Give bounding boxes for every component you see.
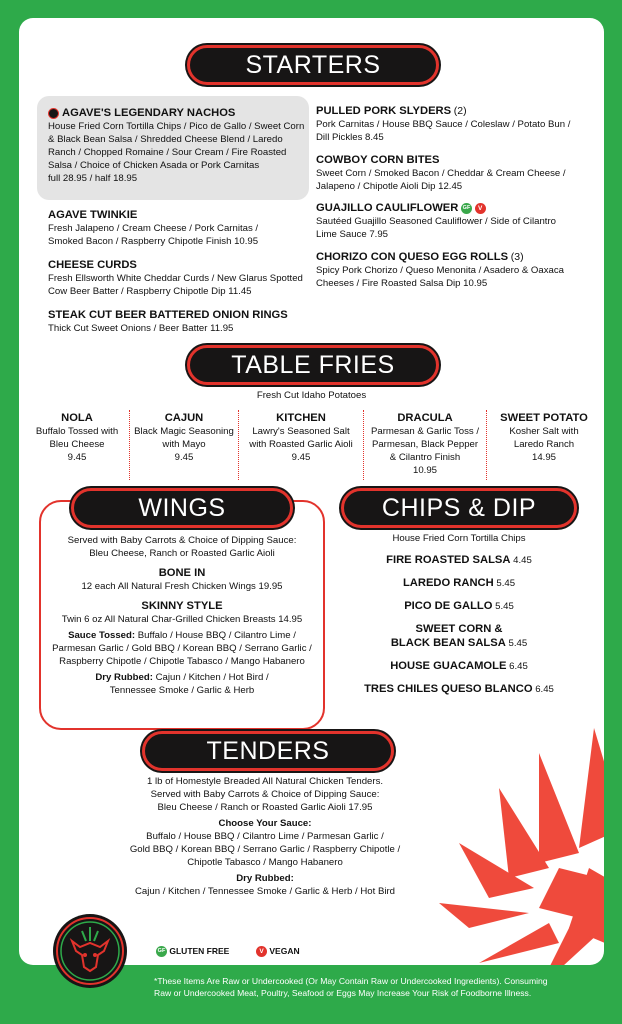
fries-line: with Roasted Garlic Aioli <box>249 439 353 450</box>
tenders-banner <box>142 731 394 771</box>
fries-price: 9.45 <box>67 452 87 463</box>
twinkie-name: AGAVE TWINKIE <box>48 209 138 221</box>
fries-item-sweet-potato <box>488 411 600 464</box>
egg-rolls-count: (3) <box>510 251 524 263</box>
vegan-badge: V <box>475 203 486 214</box>
fries-line: Kosher Salt with <box>509 426 579 437</box>
wings-sauce-line: Buffalo / House BBQ / Cilantro Lime / <box>135 630 296 641</box>
wings-sauce-line: Parmesan Garlic / Gold BBQ / Korean BBQ / Serrano Garlic / <box>52 643 312 654</box>
menu-panel <box>19 18 604 965</box>
fries-name: NOLA <box>61 412 93 424</box>
starters-title: STARTERS <box>245 51 381 79</box>
table-fries-title: TABLE FRIES <box>231 351 395 379</box>
nachos-line: Ranch / Chopped Romaine / Sour Cream / Fire Roasted <box>48 147 287 158</box>
tenders-sauce-line: Chipotle Tabasco / Mango Habanero <box>187 857 343 868</box>
wings-intro: Bleu Cheese, Ranch or Roasted Garlic Aioli <box>89 548 275 559</box>
curds-item <box>48 258 318 298</box>
curds-line: Fresh Ellsworth White Cheddar Curds / New Glarus Spotted <box>48 273 303 284</box>
egg-rolls-item <box>316 250 586 290</box>
footer-disclaimer <box>154 975 584 999</box>
footer-line: *These Items Are Raw or Undercooked (Or May Contain Raw or Undercooked Ingredients). Consuming <box>154 976 548 986</box>
fries-divider <box>129 410 130 480</box>
chips-item: HOUSE GUACAMOLE 6.45 <box>390 660 528 672</box>
agave-logo-icon <box>48 108 59 119</box>
slyders-count: (2) <box>453 105 467 117</box>
tenders-title: TENDERS <box>206 737 330 765</box>
chips-item: TRES CHILES QUESO BLANCO 6.45 <box>364 683 554 695</box>
slyders-line: Dill Pickles 8.45 <box>316 132 384 143</box>
chips-item: SWEET CORN & <box>415 623 503 635</box>
wings-intro: Served with Baby Carrots & Choice of Dipping Sauce: <box>67 535 297 546</box>
fries-price: 9.45 <box>174 452 194 463</box>
fries-line: with Mayo <box>162 439 206 450</box>
cauliflower-line: Lime Sauce 7.95 <box>316 229 388 240</box>
vegan-label: VEGAN <box>269 946 300 956</box>
tenders-sauce-line: Gold BBQ / Korean BBQ / Serrano Garlic / Raspberry Chipotle / <box>129 844 401 855</box>
wings-dry-label: Dry Rubbed: <box>95 672 153 683</box>
slyders-item <box>316 104 586 144</box>
gluten-free-badge: GF <box>461 203 472 214</box>
fries-divider <box>486 410 487 480</box>
slyders-name: PULLED PORK SLYDERS <box>316 105 452 117</box>
slyders-line: Pork Carnitas / House BBQ Sauce / Coleslaw / Potato Bun / <box>316 119 571 130</box>
wings-dry-line: Tennessee Smoke / Garlic & Herb <box>109 685 255 696</box>
fries-name: KITCHEN <box>276 412 326 424</box>
fries-line: Parmesan & Garlic Toss / <box>370 426 480 437</box>
cauliflower-line: Sautéed Guajillo Seasoned Cauliflower / Side of Cilantro <box>316 216 556 227</box>
chips-item: PICO DE GALLO 5.45 <box>404 600 514 612</box>
corn-bites-name: COWBOY CORN BITES <box>316 154 440 166</box>
tenders-details <box>79 775 451 898</box>
gluten-free-badge: GF <box>156 946 167 957</box>
egg-rolls-name: CHORIZO CON QUESO EGG ROLLS <box>316 251 509 263</box>
fries-line: Buffalo Tossed with <box>35 426 119 437</box>
chips-item: LAREDO RANCH 5.45 <box>402 577 516 589</box>
fries-item-kitchen <box>240 411 362 464</box>
fries-divider <box>238 410 239 480</box>
legend-gluten-free <box>156 946 229 957</box>
curds-line: Cow Beer Batter / Raspberry Chipotle Dip 11.45 <box>48 286 252 297</box>
bone-in-name: BONE IN <box>158 567 206 579</box>
fries-item-dracula <box>365 411 485 477</box>
fries-line: Lawry's Seasoned Salt <box>252 426 350 437</box>
curds-name: CHEESE CURDS <box>48 259 137 271</box>
fries-line: & Cilantro Finish <box>389 452 461 463</box>
twinkie-line: Fresh Jalapeno / Cream Cheese / Pork Carnitas / <box>48 223 259 234</box>
fries-name: CAJUN <box>164 412 204 424</box>
bull-skull-emblem-icon <box>52 913 128 989</box>
wings-banner <box>71 488 293 528</box>
wings-sauce-line: Raspberry Chipotle / Chipotle Tabasco / Mango Habanero <box>59 656 305 667</box>
fries-line: Black Magic Seasoning <box>134 426 234 437</box>
egg-rolls-line: Cheeses / Fire Roasted Salsa Dip 10.95 <box>316 278 488 289</box>
nachos-price: full 28.95 / half 18.95 <box>48 173 138 184</box>
rings-line: Thick Cut Sweet Onions / Beer Batter 11.95 <box>48 323 234 334</box>
tenders-dry-line: Cajun / Kitchen / Tennessee Smoke / Garlic & Herb / Hot Bird <box>134 886 396 897</box>
twinkie-line: Smoked Bacon / Raspberry Chipotle Finish 10.95 <box>48 236 259 247</box>
chips-list <box>319 532 599 696</box>
corn-bites-line: Sweet Corn / Smoked Bacon / Cheddar & Cream Cheese / <box>316 168 566 179</box>
fries-price: 14.95 <box>531 452 556 463</box>
chips-item: BLACK BEAN SALSA 5.45 <box>390 637 528 649</box>
wings-details <box>41 534 323 697</box>
legend-vegan <box>256 946 300 957</box>
fries-name: DRACULA <box>397 412 453 424</box>
chips-subtitle: House Fried Corn Tortilla Chips <box>392 533 526 544</box>
fries-price: 9.45 <box>291 452 311 463</box>
vegan-badge: V <box>256 946 267 957</box>
tenders-intro: Served with Baby Carrots & Choice of Dipping Sauce: <box>150 789 380 800</box>
nachos-line: Salsa / Choice of Chicken Asada or Pork Carnitas <box>48 160 260 171</box>
starters-banner <box>187 45 439 85</box>
chips-dip-banner <box>341 488 577 528</box>
fries-line: Parmesan, Black Pepper <box>371 439 479 450</box>
agave-flower-icon <box>439 728 604 965</box>
fries-subtitle: Fresh Cut Idaho Potatoes <box>256 390 367 401</box>
rings-item <box>48 308 318 335</box>
fries-item-cajun <box>131 411 237 464</box>
corn-bites-line: Jalapeno / Chipotle Aioli Dip 12.45 <box>316 181 463 192</box>
fries-item-nola <box>23 411 131 464</box>
skinny-line: Twin 6 oz All Natural Char-Grilled Chicken Breasts 14.95 <box>61 614 303 625</box>
wings-sauce-label: Sauce Tossed: <box>68 630 136 641</box>
wings-dry-line: Cajun / Kitchen / Hot Bird / <box>152 672 269 683</box>
cauliflower-item <box>316 201 586 241</box>
corn-bites-item <box>316 153 586 193</box>
nachos-name: AGAVE'S LEGENDARY NACHOS <box>62 107 236 119</box>
nachos-line: & Black Bean Salsa / Shredded Cheese Blend / Laredo <box>48 134 283 145</box>
fries-price: 10.95 <box>412 465 437 476</box>
chips-item: FIRE ROASTED SALSA 4.45 <box>386 554 532 566</box>
rings-name: STEAK CUT BEER BATTERED ONION RINGS <box>48 309 288 321</box>
footer-line: Raw or Undercooked Meat, Poultry, Seafood or Eggs May Increase Your Risk of Foodborne Illness. <box>154 988 532 998</box>
tenders-sauce-line: Buffalo / House BBQ / Cilantro Lime / Parmesan Garlic / <box>146 831 384 842</box>
fries-divider <box>363 410 364 480</box>
nachos-line: House Fried Corn Tortilla Chips / Pico de Gallo / Sweet Corn <box>48 121 305 132</box>
gluten-free-label: GLUTEN FREE <box>169 946 230 956</box>
wings-title: WINGS <box>138 494 226 522</box>
fries-line: Laredo Ranch <box>513 439 575 450</box>
tenders-intro: Bleu Cheese / Ranch or Roasted Garlic Aioli 17.95 <box>157 802 373 813</box>
tenders-dry-label: Dry Rubbed: <box>236 873 294 884</box>
bone-in-line: 12 each All Natural Fresh Chicken Wings 19.95 <box>81 581 283 592</box>
chips-dip-title: CHIPS & DIP <box>381 494 537 522</box>
cauliflower-name: GUAJILLO CAULIFLOWER <box>316 202 459 214</box>
nachos-item <box>48 106 310 185</box>
skinny-name: SKINNY STYLE <box>141 600 223 612</box>
fries-line: Bleu Cheese <box>49 439 105 450</box>
egg-rolls-line: Spicy Pork Chorizo / Queso Menonita / Asadero & Oaxaca <box>316 265 564 276</box>
table-fries-banner <box>187 345 439 385</box>
fries-name: SWEET POTATO <box>500 412 588 424</box>
tenders-intro: 1 lb of Homestyle Breaded All Natural Chicken Tenders. <box>146 776 384 787</box>
twinkie-item <box>48 208 310 248</box>
tenders-sauce-label: Choose Your Sauce: <box>218 818 312 829</box>
